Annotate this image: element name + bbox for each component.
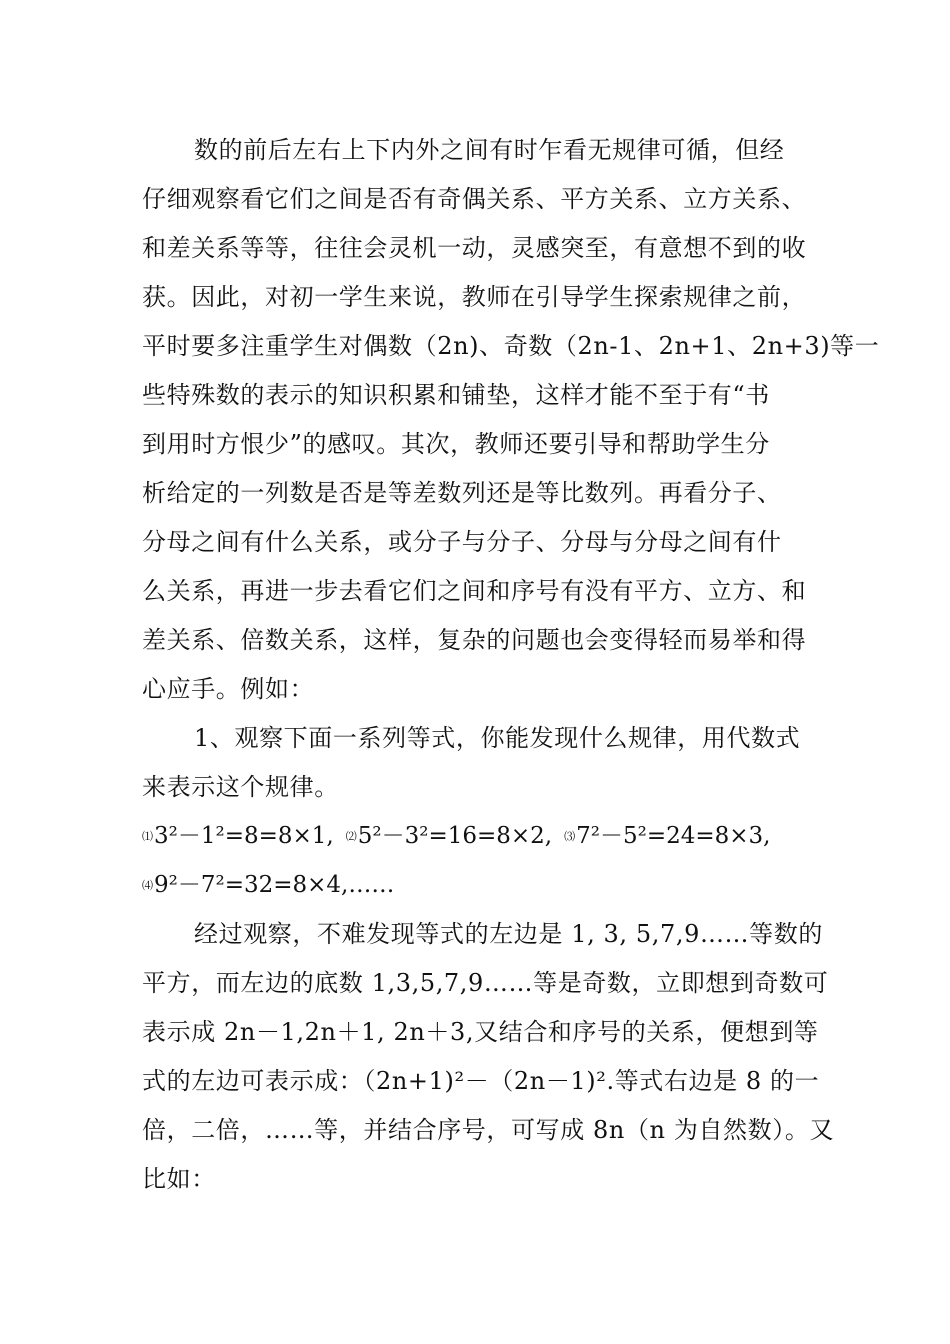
paragraph-line: 经过观察，不难发现等式的左边是 1, 3, 5,7,9……等数的 [194, 920, 823, 948]
paragraph-line: 心应手。例如： [142, 675, 315, 703]
paragraph-line: 平时要多注重学生对偶数（2n)、奇数（2n-1、2n+1、2n+3)等一 [142, 332, 880, 360]
equation-number: ⑷ [142, 879, 153, 892]
paragraph-line: 仔细观察看它们之间是否有奇偶关系、平方关系、立方关系、 [142, 185, 807, 213]
paragraph-line: 和差关系等等，往往会灵机一动，灵感突至，有意想不到的收 [142, 234, 807, 262]
paragraph-line: 分母之间有什么关系，或分子与分子、分母与分母之间有什 [142, 528, 782, 556]
paragraph-line: 么关系，再进一步去看它们之间和序号有没有平方、立方、和 [142, 577, 807, 605]
paragraph-line: 些特殊数的表示的知识积累和铺垫，这样才能不至于有“书 [142, 381, 770, 409]
equation: 3²－1²=8=8×1, [154, 823, 334, 849]
equation: 7²－5²=24=8×3, [576, 823, 771, 849]
paragraph-line: 表示成 2n－1,2n＋1, 2n＋3,又结合和序号的关系，便想到等 [142, 1018, 819, 1046]
equation: 9²－7²=32=8×4,…… [154, 872, 395, 898]
paragraph-line: 比如： [142, 1165, 216, 1193]
example-question-line: 来表示这个规律。 [142, 773, 339, 801]
paragraph-line: 析给定的一列数是否是等差数列还是等比数列。再看分子、 [142, 479, 782, 507]
equation-line-1 [142, 812, 808, 861]
paragraph-line: 倍，二倍，……等，并结合序号，可写成 8n（n 为自然数）。又 [142, 1116, 835, 1144]
paragraph-line: 数的前后左右上下内外之间有时乍看无规律可循，但经 [194, 136, 785, 164]
equation-number: ⑴ [142, 830, 153, 843]
paragraph-line: 到用时方恨少”的感叹。其次，教师还要引导和帮助学生分 [142, 430, 770, 458]
paragraph-line: 式的左边可表示成：（2n+1)²－（2n－1)².等式右边是 8 的一 [142, 1067, 820, 1095]
paragraph-line: 平方，而左边的底数 1,3,5,7,9……等是奇数，立即想到奇数可 [142, 969, 829, 997]
example-question-line: 1、观察下面一系列等式，你能发现什么规律，用代数式 [194, 724, 801, 752]
equation-line-2 [142, 861, 808, 910]
equation-number: ⑵ [345, 830, 357, 843]
paragraph-line: 获。因此，对初一学生来说，教师在引导学生探索规律之前， [142, 283, 807, 311]
equation-number: ⑶ [564, 830, 576, 843]
equation: 5²－3²=16=8×2, [357, 823, 553, 849]
paragraph-line: 差关系、倍数关系，这样，复杂的问题也会变得轻而易举和得 [142, 626, 807, 654]
